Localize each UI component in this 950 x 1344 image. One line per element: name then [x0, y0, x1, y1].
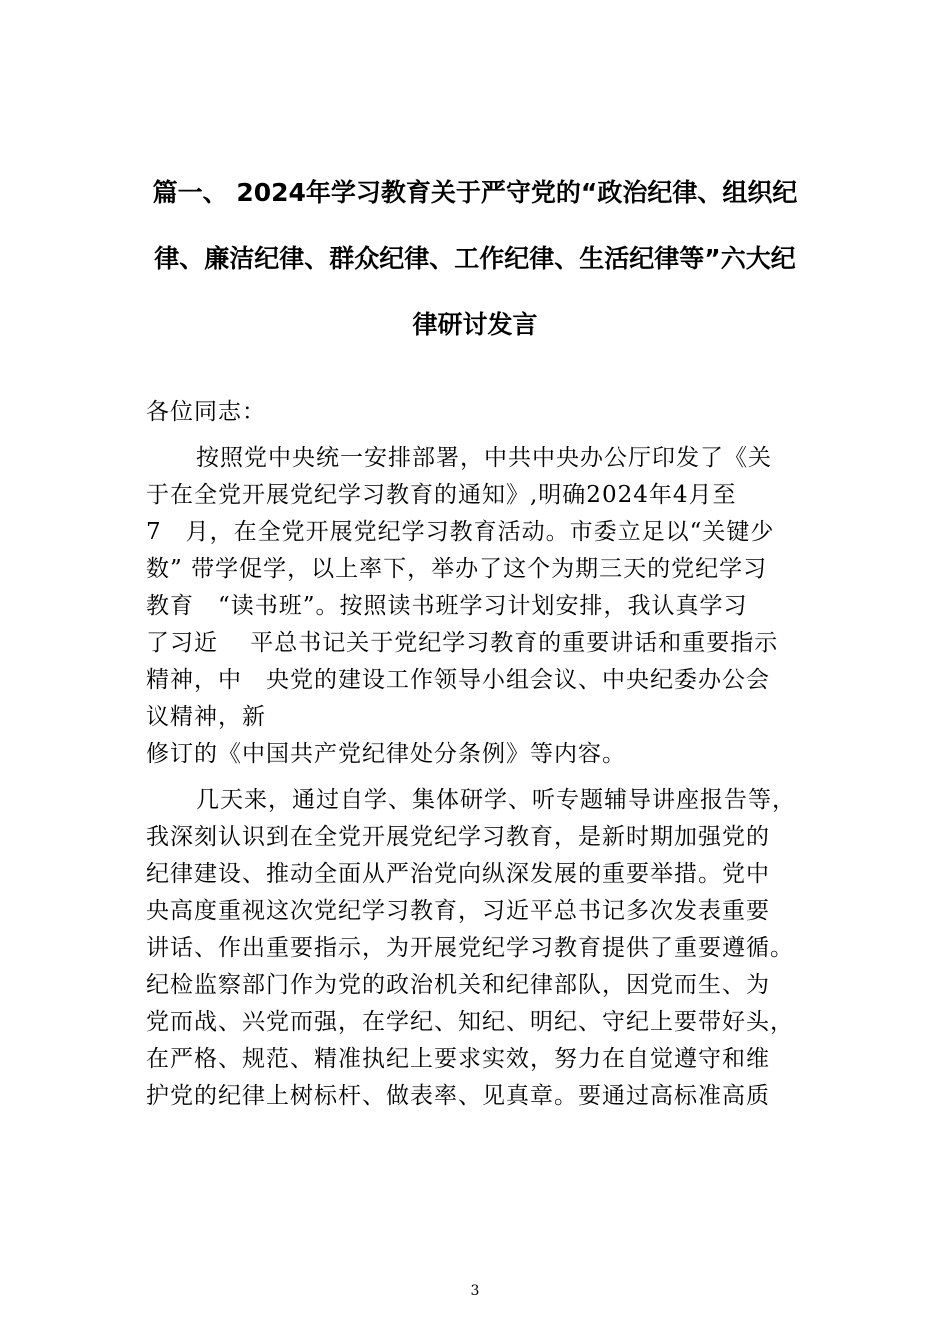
- paragraph-line: 党而战、兴党而强，在学纪、知纪、明纪、守纪上要带好头，: [146, 1009, 794, 1035]
- paragraph-line: 于在全党开展党纪学习教育的通知》,明确2024年4月至: [146, 482, 737, 508]
- paragraph-line: 议精神，新: [146, 704, 266, 730]
- paragraph-line: 几天来，通过自学、集体研学、听专题辅导讲座报告等，: [196, 787, 796, 813]
- salutation: [146, 394, 826, 431]
- title-line: 篇一、 2024年学习教育关于严守党的“政治纪律、组织纪: [152, 178, 798, 207]
- paragraph-line: 7 月，在全党开展党纪学习教育活动。市委立足以“关键少: [146, 519, 775, 545]
- paragraph-line: 纪律建设、推动全面从严治党向纵深发展的重要举措。党中: [146, 861, 770, 887]
- paragraph-2: [146, 782, 826, 1115]
- paragraph-line: 教育 “读书班”。按照读书班学习计划安排，我认真学习: [146, 593, 748, 619]
- title-line: 律研讨发言: [412, 310, 538, 339]
- paragraph-line: 在严格、规范、精准执纪上要求实效，努力在自觉遵守和维: [146, 1046, 770, 1072]
- paragraph-line: 护党的纪律上树标杆、做表率、见真章。要通过高标准高质: [146, 1083, 770, 1109]
- paragraph-1: [146, 440, 826, 773]
- document-title: [130, 160, 820, 358]
- salutation-text: 各位同志：: [146, 399, 266, 425]
- paragraph-line: 讲话、作出重要指示，为开展党纪学习教育提供了重要遵循。: [146, 935, 794, 961]
- paragraph-line: 央高度重视这次党纪学习教育，习近平总书记多次发表重要: [146, 898, 770, 924]
- paragraph-line: 修订的《中国共产党纪律处分条例》等内容。: [146, 741, 626, 767]
- paragraph-line: 按照党中央统一安排部署，中共中央办公厅印发了《关: [196, 445, 772, 471]
- title-line: 律、廉洁纪律、群众纪律、工作纪律、生活纪律等”六大纪: [154, 244, 796, 273]
- paragraph-line: 数” 带学促学，以上率下，举办了这个为期三天的党纪学习: [146, 556, 768, 582]
- paragraph-line: 精神，中 央党的建设工作领导小组会议、中央纪委办公会: [146, 667, 770, 693]
- paragraph-line: 我深刻认识到在全党开展党纪学习教育，是新时期加强党的: [146, 824, 770, 850]
- document-body: [146, 394, 826, 1115]
- paragraph-line: 了习近 平总书记关于党纪学习教育的重要讲话和重要指示: [146, 630, 779, 656]
- paragraph-line: 纪检监察部门作为党的政治机关和纪律部队，因党而生、为: [146, 972, 770, 998]
- page-number: 3: [470, 1283, 480, 1299]
